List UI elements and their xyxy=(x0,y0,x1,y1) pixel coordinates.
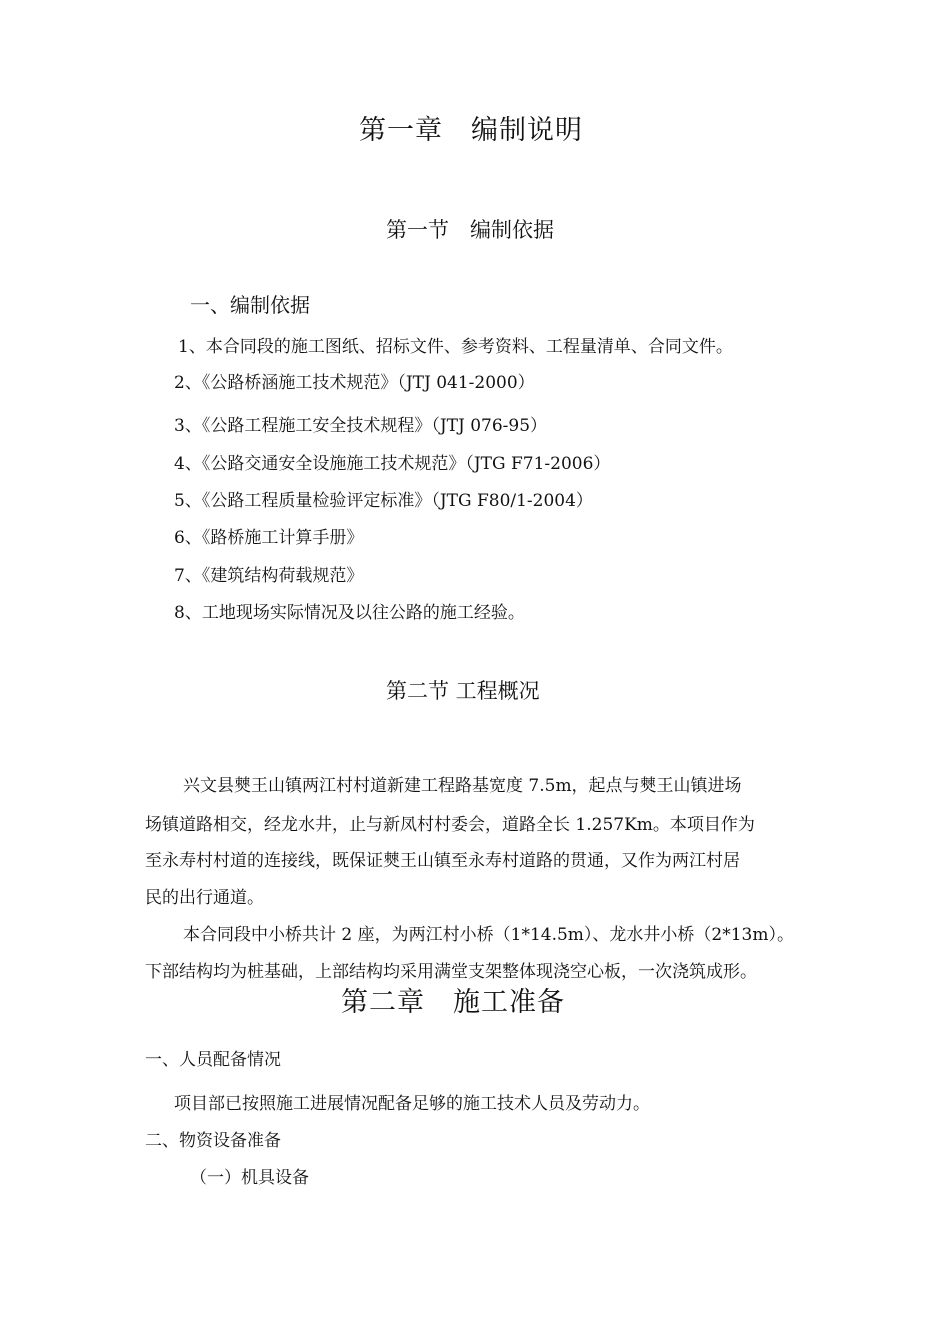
section1-title: 第一节 编制依据 xyxy=(386,218,554,242)
chapter2-title: 第二章 施工准备 xyxy=(341,987,565,1018)
overview-line: 下部结构均为桩基础，上部结构均采用满堂支架整体现浇空心板，一次浇筑成形。 xyxy=(145,962,757,982)
basis-item-8: 8、工地现场实际情况及以往公路的施工经验。 xyxy=(174,603,525,623)
personnel-text: 项目部已按照施工进展情况配备足够的施工技术人员及劳动力。 xyxy=(174,1094,650,1114)
machinery-heading: （一）机具设备 xyxy=(190,1168,309,1188)
personnel-heading: 一、人员配备情况 xyxy=(145,1050,281,1070)
basis-item-4: 4、《公路交通安全设施施工技术规范》（JTG F71-2006） xyxy=(174,454,611,474)
chapter1-title: 第一章 编制说明 xyxy=(359,115,583,146)
basis-item-7: 7、《建筑结构荷载规范》 xyxy=(174,566,364,586)
overview-line: 本合同段中小桥共计 2 座，为两江村小桥（1*14.5m）、龙水井小桥（2*13m）。 xyxy=(183,925,794,945)
basis-item-5: 5、《公路工程质量检验评定标准》（JTG F80/1-2004） xyxy=(174,491,593,511)
overview-line: 兴文县僰王山镇两江村村道新建工程路基宽度 7.5m，起点与僰王山镇进场 xyxy=(183,776,742,796)
basis-item-3: 3、《公路工程施工安全技术规程》（JTJ 076-95） xyxy=(174,416,548,436)
basis-item-2: 2、《公路桥涵施工技术规范》（JTJ 041-2000） xyxy=(174,373,535,393)
materials-heading: 二、物资设备准备 xyxy=(145,1131,281,1151)
basis-item-6: 6、《路桥施工计算手册》 xyxy=(174,528,364,548)
overview-line: 民的出行通道。 xyxy=(145,888,264,908)
section2-title: 第二节 工程概况 xyxy=(386,679,540,703)
overview-line: 至永寿村村道的连接线，既保证僰王山镇至永寿村道路的贯通，又作为两江村居 xyxy=(145,851,740,871)
basis-heading: 一、编制依据 xyxy=(190,293,310,317)
overview-line: 场镇道路相交，经龙水井，止与新凤村村委会，道路全长 1.257Km。本项目作为 xyxy=(145,815,755,835)
basis-item-1: 1、本合同段的施工图纸、招标文件、参考资料、工程量清单、合同文件。 xyxy=(178,337,733,357)
